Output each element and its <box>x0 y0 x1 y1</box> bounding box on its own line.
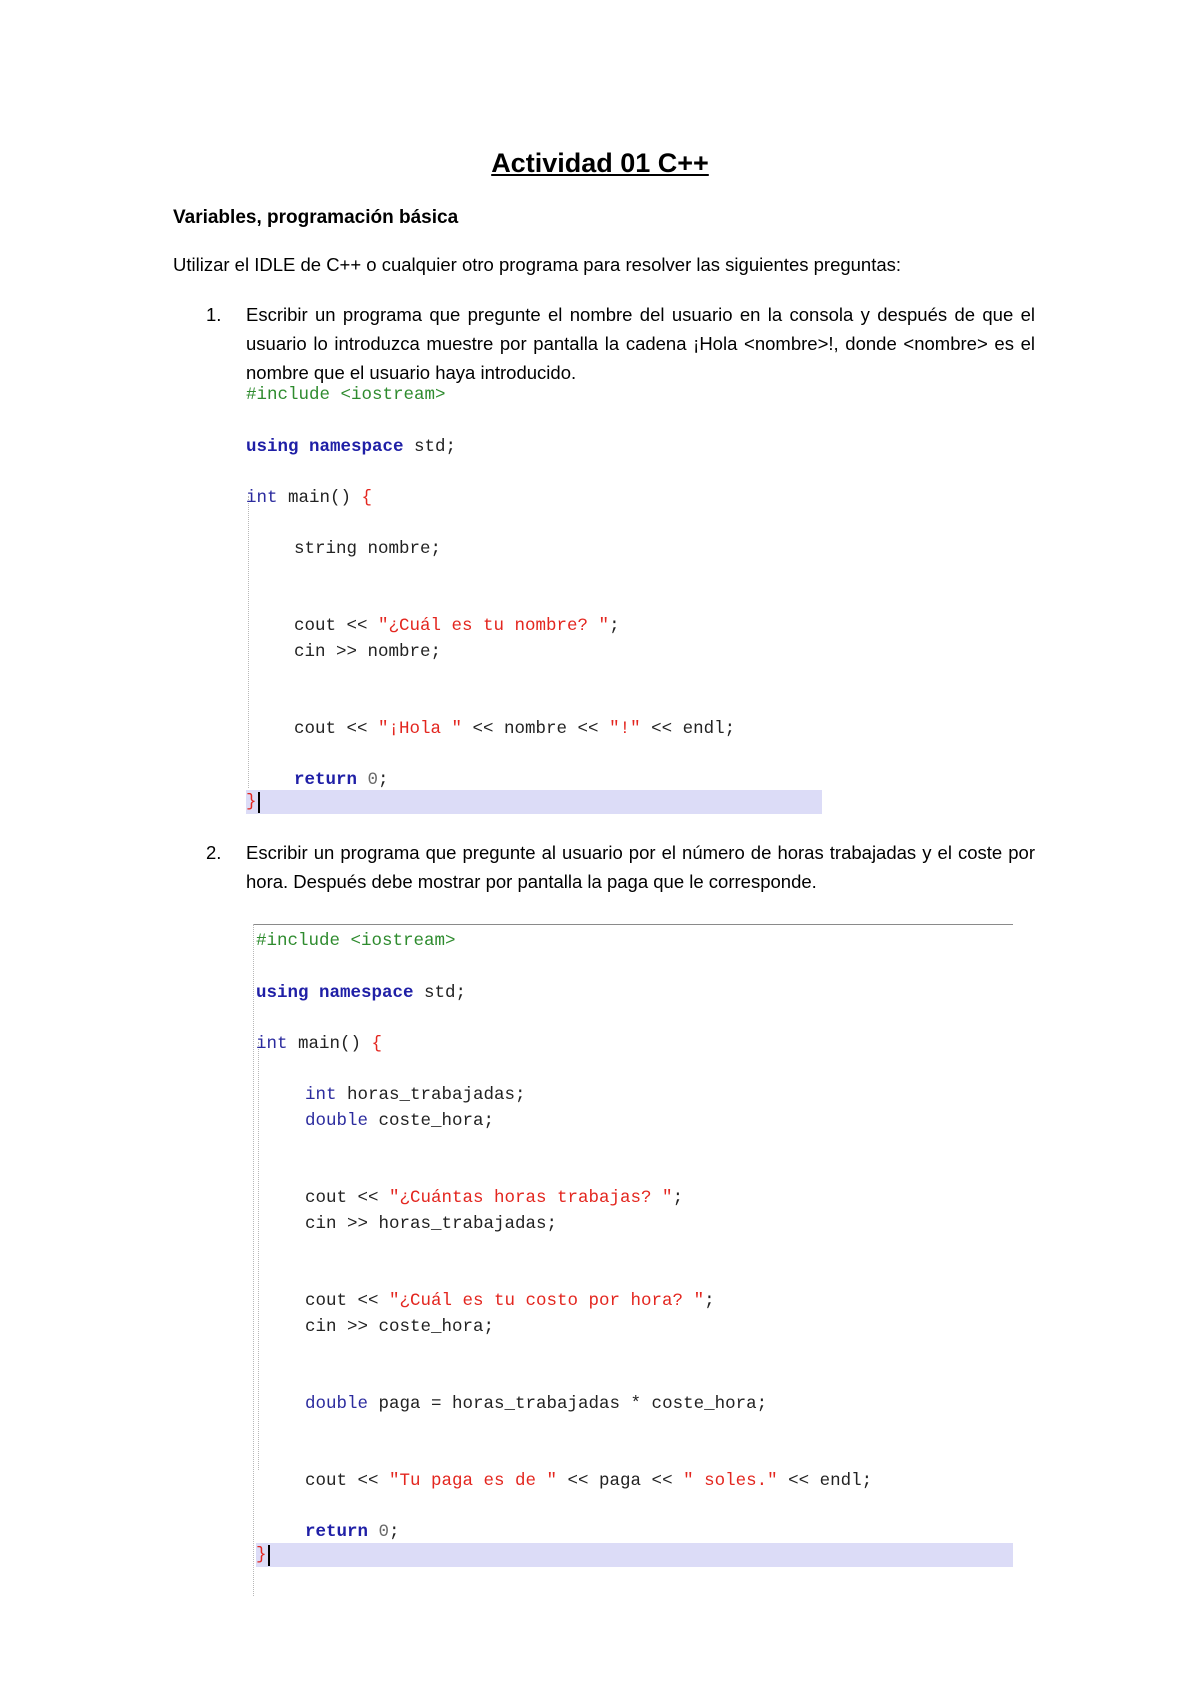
indent-guide <box>248 496 249 788</box>
page-title: Actividad 01 C++ <box>491 148 709 178</box>
current-line-highlight <box>246 790 822 814</box>
current-line-highlight <box>256 1543 1013 1567</box>
code-line: #include <iostream> <box>246 385 446 405</box>
text-caret <box>258 792 260 813</box>
code-line: #include <iostream> <box>256 931 456 951</box>
code-block-1 <box>246 384 826 824</box>
code-line: using namespace std; <box>246 437 457 457</box>
question-number: 2. <box>206 842 222 863</box>
code-line: double paga = horas_trabajadas * coste_hora; <box>305 1394 768 1414</box>
code-frame-border <box>253 924 1013 925</box>
code-line: cout << "¿Cuántas horas trabajas? "; <box>305 1188 684 1208</box>
code-line: cin >> nombre; <box>294 642 442 662</box>
text-caret <box>268 1545 270 1566</box>
code-line: string nombre; <box>294 539 442 559</box>
code-line: return 0; <box>305 1522 400 1542</box>
question-1 <box>173 300 1035 390</box>
code-block-2 <box>256 930 1016 1570</box>
code-line: int main() { <box>246 488 373 508</box>
code-line: } <box>256 1545 267 1565</box>
code-line: cout << "¿Cuál es tu costo por hora? "; <box>305 1291 715 1311</box>
code-line: cin >> coste_hora; <box>305 1317 495 1337</box>
code-line: using namespace std; <box>256 983 467 1003</box>
code-frame-guide <box>253 924 254 1596</box>
code-line: int horas_trabajadas; <box>305 1085 526 1105</box>
question-2 <box>173 838 1035 898</box>
indent-guide <box>258 1042 259 1470</box>
code-line: cout << "Tu paga es de " << paga << " soles." << endl; <box>305 1471 873 1491</box>
question-text: Escribir un programa que pregunte el nombre del usuario en la consola y después de que el usuario lo introduzca muestre por pantalla la cadena ¡Hola <nombre>!, donde <nombre> es el nombre que el usuario haya introducido. <box>246 304 1035 383</box>
code-line: cout << "¿Cuál es tu nombre? "; <box>294 616 620 636</box>
code-line: cout << "¡Hola " << nombre << "!" << endl; <box>294 719 736 739</box>
question-number: 1. <box>206 304 222 325</box>
code-line: int main() { <box>256 1034 383 1054</box>
section-subtitle: Variables, programación básica <box>173 207 459 228</box>
code-line: return 0; <box>294 770 389 790</box>
question-text: Escribir un programa que pregunte al usuario por el número de horas trabajadas y el coste por hora. Después debe mostrar por pantalla la paga que le corresponde. <box>246 842 1035 892</box>
code-line: double coste_hora; <box>305 1111 495 1131</box>
intro-paragraph: Utilizar el IDLE de C++ o cualquier otro programa para resolver las siguientes preguntas: <box>173 254 902 275</box>
code-line: } <box>246 792 257 812</box>
code-line: cin >> horas_trabajadas; <box>305 1214 558 1234</box>
